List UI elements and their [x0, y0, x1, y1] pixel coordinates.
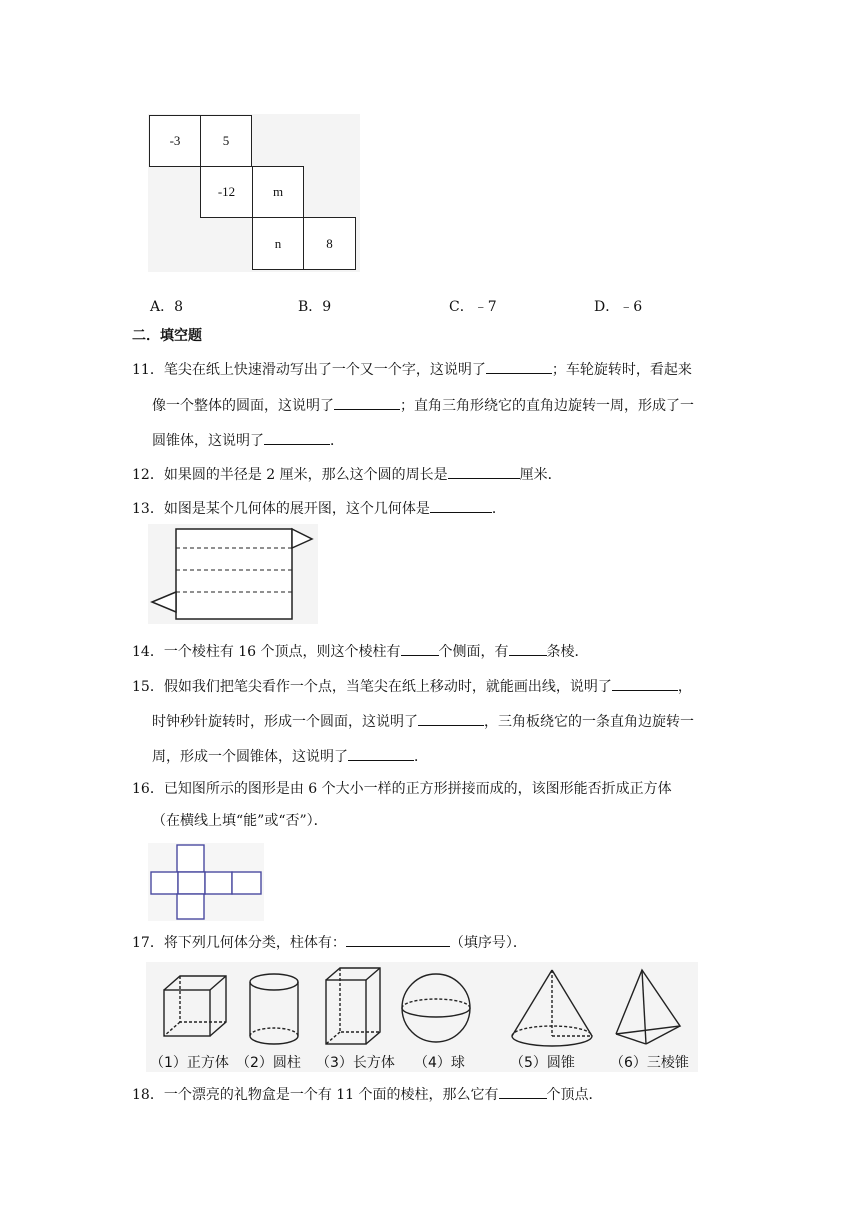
q18-text-a: 18．一个漂亮的礼物盒是一个有 11 个面的棱柱，那么它有 — [132, 1087, 499, 1103]
cube-solid — [164, 976, 226, 1036]
q11-text-1a: 11．笔尖在纸上快速滑动写出了一个又一个字，这说明了 — [132, 362, 486, 378]
q13-text-a: 13．如图是某个几何体的展开图，这个几何体是 — [132, 501, 430, 517]
section-title: 二．填空题 — [132, 328, 202, 344]
q11-text-2a: 像一个整体的圆面，这说明了 — [152, 398, 334, 414]
q11-text-2b: ；直角三角形绕它的直角边旋转一周，形成了一 — [400, 398, 694, 414]
q15-blank-1[interactable] — [612, 676, 678, 691]
cross-net-figure — [148, 843, 264, 921]
question-11-line-2 — [152, 395, 694, 416]
question-11-line-3 — [152, 430, 344, 451]
q15-text-2b: ，三角板绕它的一条直角边旋转一 — [484, 714, 694, 730]
q15-text-1a: 15．假如我们把笔尖看作一个点，当笔尖在纸上移动时，就能画出线，说明了 — [132, 679, 612, 695]
solids-figure — [146, 962, 698, 1054]
q11-blank-1[interactable] — [486, 359, 552, 374]
q13-blank[interactable] — [430, 498, 492, 513]
q15-text-2a: 时钟秒针旋转时，形成一个圆面，这说明了 — [152, 714, 418, 730]
q11-text-3a: 圆锥体，这说明了 — [152, 433, 264, 449]
q17-text-a: 17．将下列几何体分类，柱体有： — [132, 935, 346, 951]
q18-blank[interactable] — [499, 1084, 547, 1099]
q14-blank-1[interactable] — [401, 641, 439, 656]
question-12 — [132, 464, 562, 485]
solid-label-4: （4）球 — [414, 1055, 465, 1071]
option-a: A．8 — [150, 299, 184, 315]
q14-text-b: 个侧面，有 — [438, 644, 509, 660]
q15-text-3a: 周，形成一个圆锥体，这说明了 — [152, 749, 348, 765]
net-cell-2: 5 — [200, 115, 252, 167]
net-cell-3: -12 — [200, 166, 253, 218]
option-b: B．9 — [298, 299, 332, 315]
q14-text-a: 14．一个棱柱有 16 个顶点，则这个棱柱有 — [132, 644, 401, 660]
question-18 — [132, 1084, 603, 1105]
q11-blank-2[interactable] — [334, 395, 400, 410]
solid-label-2: （2）圆柱 — [236, 1055, 301, 1071]
solid-label-5: （5）圆锥 — [510, 1055, 575, 1071]
q13-text-b: ． — [491, 501, 506, 517]
q17-blank[interactable] — [346, 932, 450, 947]
option-c: C．﹣7 — [449, 299, 497, 315]
net-cell-4: m — [252, 166, 304, 218]
prism-net-figure — [148, 524, 318, 624]
question-15-line-1 — [132, 676, 692, 697]
q15-text-1b: ， — [677, 679, 692, 695]
net-cell-1: -3 — [149, 115, 201, 167]
q15-blank-2[interactable] — [418, 711, 484, 726]
q12-text-a: 12．如果圆的半径是 2 厘米，那么这个圆的周长是 — [132, 467, 448, 483]
cone-solid — [512, 970, 592, 1046]
net-cell-5: n — [252, 217, 304, 270]
solid-label-6: （6）三棱锥 — [610, 1055, 689, 1071]
cuboid-solid — [326, 968, 380, 1044]
q11-text-3b: ． — [330, 433, 344, 449]
question-15-line-2 — [152, 711, 694, 732]
q11-text-1b: ；车轮旋转时，看起来 — [551, 362, 692, 378]
solid-label-3: （3）长方体 — [316, 1055, 395, 1071]
question-13 — [132, 498, 506, 519]
question-14 — [132, 641, 589, 662]
q15-blank-3[interactable] — [348, 746, 414, 761]
question-16-line-2: （在横线上填“能”或“否”）． — [152, 813, 328, 829]
q12-text-b: 厘米． — [519, 467, 562, 483]
q17-text-b: （填序号）． — [449, 935, 527, 951]
question-17 — [132, 932, 527, 953]
option-d: D．﹣6 — [594, 299, 643, 315]
sphere-solid — [402, 974, 470, 1042]
question-16-line-1: 16．已知图所示的图形是由 6 个大小一样的正方形拼接而成的，该图形能否折成正方体 — [132, 781, 672, 797]
q18-text-b: 个顶点． — [546, 1087, 603, 1103]
question-15-line-3 — [152, 746, 428, 767]
q11-blank-3[interactable] — [264, 430, 330, 445]
q14-text-c: 条棱． — [546, 644, 589, 660]
q15-text-3b: ． — [414, 749, 428, 765]
question-11-line-1 — [132, 359, 692, 380]
q12-blank[interactable] — [448, 464, 520, 479]
q14-blank-2[interactable] — [509, 641, 547, 656]
solid-label-1: （1）正方体 — [150, 1055, 229, 1071]
net-cell-6: 8 — [303, 217, 356, 270]
triangular-pyramid-solid — [616, 970, 680, 1044]
cylinder-solid — [250, 974, 298, 1044]
